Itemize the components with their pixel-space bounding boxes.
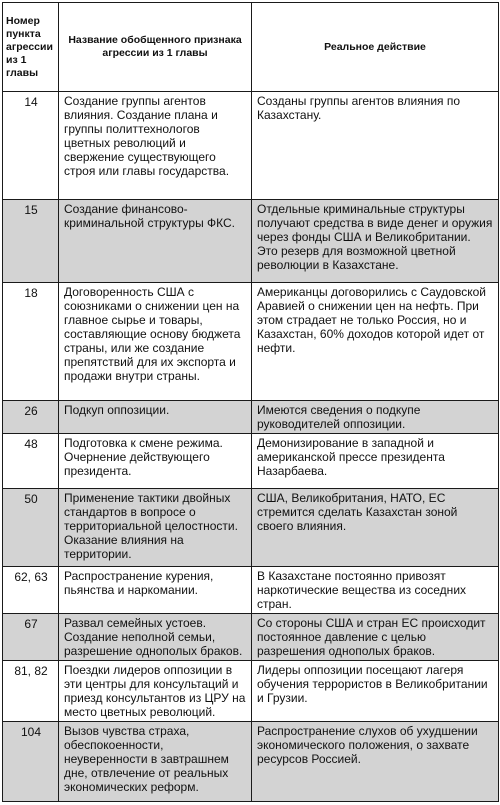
cell-item-number: 81, 82 bbox=[3, 661, 59, 722]
table-row bbox=[3, 614, 499, 661]
cell-sign-name: Создание финансово-криминальной структуры ФКС. bbox=[59, 200, 252, 283]
header-item-number: Номер пункта агрессии из 1 главы bbox=[3, 3, 59, 92]
cell-item-number: 50 bbox=[3, 489, 59, 567]
table-row bbox=[3, 200, 499, 283]
table-row bbox=[3, 722, 499, 802]
cell-item-number: 104 bbox=[3, 722, 59, 802]
cell-sign-name: Подкуп оппозиции. bbox=[59, 401, 252, 434]
cell-real-action: США, Великобритания, НАТО, ЕС стремится сделать Казахстан зоной своего влияния. bbox=[252, 489, 499, 567]
header-sign-name: Название обобщенного признака агрессии из 1 главы bbox=[59, 3, 252, 92]
cell-sign-name: Договоренность США с союзниками о снижении цен на главное сырье и товары, составляющие основу бюджета страны, или же создание препятствий для их экспорта и продажи внутри страны. bbox=[59, 283, 252, 401]
table-body bbox=[3, 92, 499, 802]
table-row bbox=[3, 401, 499, 434]
cell-item-number: 48 bbox=[3, 434, 59, 489]
table-row bbox=[3, 567, 499, 614]
table-row bbox=[3, 489, 499, 567]
cell-real-action: Распространение слухов об ухудшении экономического положения, о захвате ресурсов Россией. bbox=[252, 722, 499, 802]
cell-item-number: 14 bbox=[3, 92, 59, 200]
cell-sign-name: Создание группы агентов влияния. Создание плана и группы политтехнологов цветных революций и свержение существующего строя или главы государства. bbox=[59, 92, 252, 200]
cell-sign-name: Подготовка к смене режима. Очернение действующего президента. bbox=[59, 434, 252, 489]
table-header-row bbox=[3, 3, 499, 92]
table-row bbox=[3, 92, 499, 200]
table-row bbox=[3, 283, 499, 401]
cell-real-action: Демонизирование в западной и американской прессе президента Назарбаева. bbox=[252, 434, 499, 489]
cell-sign-name: Поездки лидеров оппозиции в эти центры для консультаций и приезд консультантов из ЦРУ на место цветных революций. bbox=[59, 661, 252, 722]
cell-real-action: Созданы группы агентов влияния по Казахстану. bbox=[252, 92, 499, 200]
header-real-action: Реальное действие bbox=[252, 3, 499, 92]
cell-item-number: 18 bbox=[3, 283, 59, 401]
cell-sign-name: Развал семейных устоев. Создание неполной семьи, разрешение однополых браков. bbox=[59, 614, 252, 661]
cell-item-number: 15 bbox=[3, 200, 59, 283]
cell-item-number: 26 bbox=[3, 401, 59, 434]
cell-real-action: Отдельные криминальные структуры получают средства в виде денег и оружия через фонды США и Великобритании. Это резерв для возможной цветной революции в Казахстане. bbox=[252, 200, 499, 283]
cell-real-action: Лидеры оппозиции посещают лагеря обучения террористов в Великобритании и Грузии. bbox=[252, 661, 499, 722]
cell-real-action: Имеются сведения о подкупе руководителей оппозиции. bbox=[252, 401, 499, 434]
table-row bbox=[3, 661, 499, 722]
cell-real-action: В Казахстане постоянно привозят наркотические вещества из соседних стран. bbox=[252, 567, 499, 614]
cell-item-number: 67 bbox=[3, 614, 59, 661]
aggression-table bbox=[2, 2, 499, 802]
cell-sign-name: Вызов чувства страха, обеспокоенности, неуверенности в завтрашнем дне, отвлечение от реальных экономических реформ. bbox=[59, 722, 252, 802]
cell-item-number: 62, 63 bbox=[3, 567, 59, 614]
cell-sign-name: Применение тактики двойных стандартов в вопросе о территориальной целостности. Оказание влияния на территории. bbox=[59, 489, 252, 567]
cell-real-action: Со стороны США и стран ЕС происходит постоянное давление с целью разрешения однополых браков. bbox=[252, 614, 499, 661]
cell-real-action: Американцы договорились с Саудовской Аравией о снижении цен на нефть. При этом страдает не только Россия, но и Казахстан, 60% доходов которой идет от нефти. bbox=[252, 283, 499, 401]
table-row bbox=[3, 434, 499, 489]
cell-sign-name: Распространение курения, пьянства и наркомании. bbox=[59, 567, 252, 614]
